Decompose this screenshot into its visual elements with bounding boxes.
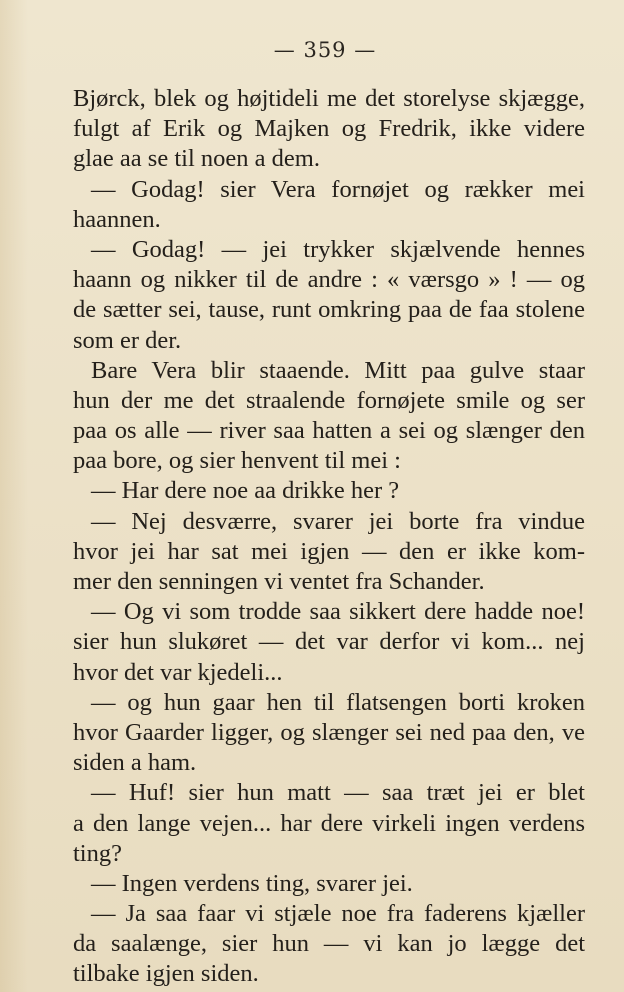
text-line: — Har dere noe aa drikke her ? [91,477,400,505]
text-line: sier hun slukøret — det var derfor vi kom... nej [73,628,585,656]
text-line: haannen. [73,205,161,233]
text-line: hvor det var kjedeli... [73,658,283,686]
text-line: som er der. [73,326,182,354]
text-line: paa bore, og sier henvent til mei : [73,447,401,475]
text-line: de sætter sei, tause, runt omkring paa de faa stolene [73,296,585,324]
text-line: — Huf! sier hun matt — saa træt jei er blet [91,779,585,807]
text-line: — Godag! sier Vera fornøjet og rækker mei [91,175,585,203]
page-number: — 359 — [273,38,377,62]
text-line: a den lange vejen... har dere virkeli ingen verdens [73,809,585,837]
text-line: glae aa se til noen a dem. [73,145,320,173]
text-line: ting? [73,839,122,867]
text-line: Bjørck, blek og højtideli me det storelyse skjægge, [73,85,585,112]
text-line: — Ingen verdens ting, svarer jei. [91,869,413,897]
text-line: — Nej desværre, svarer jei borte fra vindue [91,507,585,535]
text-line: hvor jei har sat mei igjen — den er ikke kom- [73,537,585,565]
text-line: — Og vi som trodde saa sikkert dere hadde noe! [91,598,585,626]
text-line: haann og nikker til de andre : « værsgo » ! — og [73,266,585,294]
text-line: fulgt af Erik og Majken og Fredrik, ikke videre [73,115,585,143]
text-line: siden a ham. [73,749,197,777]
text-line: mer den senningen vi ventet fra Schander. [73,568,485,595]
text-line: hvor Gaarder ligger, og slænger sei ned paa den, ve [73,718,585,746]
text-line: da saalænge, sier hun — vi kan jo lægge det [73,930,585,958]
text-line: tilbake igjen siden. [73,960,259,988]
body-text [73,84,585,990]
text-line: — Ja saa faar vi stjæle noe fra faderens kjæller [91,900,585,928]
text-line: hun der me det straalende fornøjete smile og ser [73,386,585,414]
text-line: — og hun gaar hen til flatsengen borti kroken [91,688,585,716]
text-line: Bare Vera blir staaende. Mitt paa gulve staar [91,356,585,384]
text-line: — Godag! — jei trykker skjælvende hennes [91,235,585,263]
text-line: paa os alle — river saa hatten a sei og slænger den [73,417,585,445]
